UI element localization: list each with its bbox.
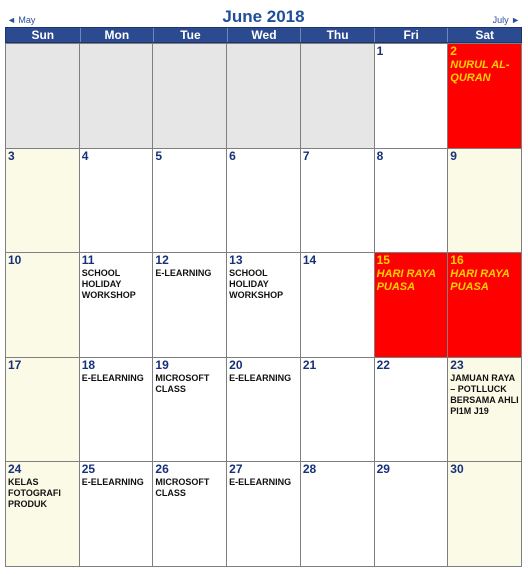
event-text[interactable]: SCHOOL HOLIDAY WORKSHOP [229,268,284,301]
day-cell[interactable] [375,358,449,463]
event-text[interactable]: E-LEARNING [155,268,212,279]
day-cell[interactable] [80,358,154,463]
day-cell[interactable] [227,149,301,254]
weekday-label: Fri [374,28,448,42]
weekday-label: Sun [31,28,55,42]
day-cell[interactable] [301,253,375,358]
day-number: 10 [8,253,22,268]
event-text[interactable]: E-ELEARNING [81,372,144,383]
day-number: 27 [229,462,243,477]
event-text[interactable]: JAMUAN RAYA – POTLLUCK BERSAMA AHLI PI1M J19 [450,372,519,416]
day-cell[interactable] [375,149,449,254]
weekday-label: Thu [300,28,374,42]
weekday-header-row [5,27,522,43]
day-number: 20 [229,357,243,372]
day-number: 6 [229,148,236,163]
day-number: 12 [155,253,169,268]
event-text[interactable]: E-ELEARNING [81,477,144,488]
day-cell[interactable] [448,462,522,567]
day-number: 26 [155,462,169,477]
event-text[interactable]: KELAS FOTOGRAFI PRODUK [8,477,61,510]
day-cell[interactable] [6,253,80,358]
day-number: 8 [376,148,384,163]
day-number: 25 [81,462,96,477]
day-number: 18 [81,357,96,372]
day-number: 9 [450,148,457,163]
day-cell[interactable] [153,462,227,567]
empty-day-cell [6,44,80,149]
day-number: 30 [450,462,464,477]
day-number: 1 [376,44,384,58]
day-number: 29 [376,462,390,477]
empty-day-cell [301,44,375,149]
day-number: 11 [81,253,95,268]
day-cell[interactable] [80,149,154,254]
day-cell[interactable] [227,462,301,567]
event-text[interactable]: NURUL AL-QURAN [450,59,510,84]
day-cell[interactable] [80,462,154,567]
prev-month-link[interactable]: ◄ May [7,15,36,25]
day-number: 19 [155,357,169,372]
day-cell[interactable] [153,358,227,463]
event-text[interactable]: HARI RAYA PUASA [450,268,510,294]
day-number: 28 [302,462,317,477]
day-number: 13 [229,253,243,268]
day-number: 14 [302,253,317,268]
day-cell[interactable] [6,358,80,463]
empty-day-cell [227,44,301,149]
event-text[interactable]: E-ELEARNING [229,477,292,488]
event-text[interactable]: SCHOOL HOLIDAY WORKSHOP [81,268,136,301]
day-cell[interactable] [301,149,375,254]
day-number: 17 [8,357,22,372]
day-cell[interactable] [301,358,375,463]
day-number: 4 [81,148,89,163]
day-cell[interactable] [227,358,301,463]
weekday-label: Mon [80,28,154,42]
day-number: 2 [450,44,457,58]
day-number: 22 [376,357,390,372]
calendar [5,7,522,567]
next-month-link[interactable]: July ► [492,15,520,25]
weekday-label: Wed [227,28,301,42]
day-cell[interactable] [153,149,227,254]
event-text[interactable]: E-ELEARNING [229,372,292,383]
day-cell[interactable] [227,253,301,358]
day-number: 16 [450,253,464,268]
day-number: 7 [302,148,310,163]
day-number: 5 [155,148,163,163]
day-number: 24 [8,462,22,477]
day-number: 15 [376,253,390,268]
event-text[interactable]: MICROSOFT CLASS [155,477,210,499]
day-cell[interactable] [448,44,522,149]
day-cell[interactable] [6,149,80,254]
day-number: 23 [450,357,464,372]
event-text[interactable]: MICROSOFT CLASS [155,372,210,394]
weekday-label: Sat [447,28,521,42]
day-cell[interactable] [301,462,375,567]
day-grid [5,43,522,567]
day-cell[interactable] [80,253,154,358]
day-cell[interactable] [448,149,522,254]
calendar-header [5,7,522,27]
empty-day-cell [153,44,227,149]
empty-day-cell [80,44,154,149]
day-cell[interactable] [6,462,80,567]
day-cell[interactable] [448,253,522,358]
day-cell[interactable] [448,358,522,463]
weekday-label: Tue [153,28,227,42]
event-text[interactable]: HARI RAYA PUASA [376,268,436,294]
month-title: June 2018 [222,7,305,26]
day-cell[interactable] [153,253,227,358]
day-cell[interactable] [375,253,449,358]
day-number: 3 [8,148,15,163]
day-cell[interactable] [375,44,449,149]
day-number: 21 [302,357,317,372]
day-cell[interactable] [375,462,449,567]
